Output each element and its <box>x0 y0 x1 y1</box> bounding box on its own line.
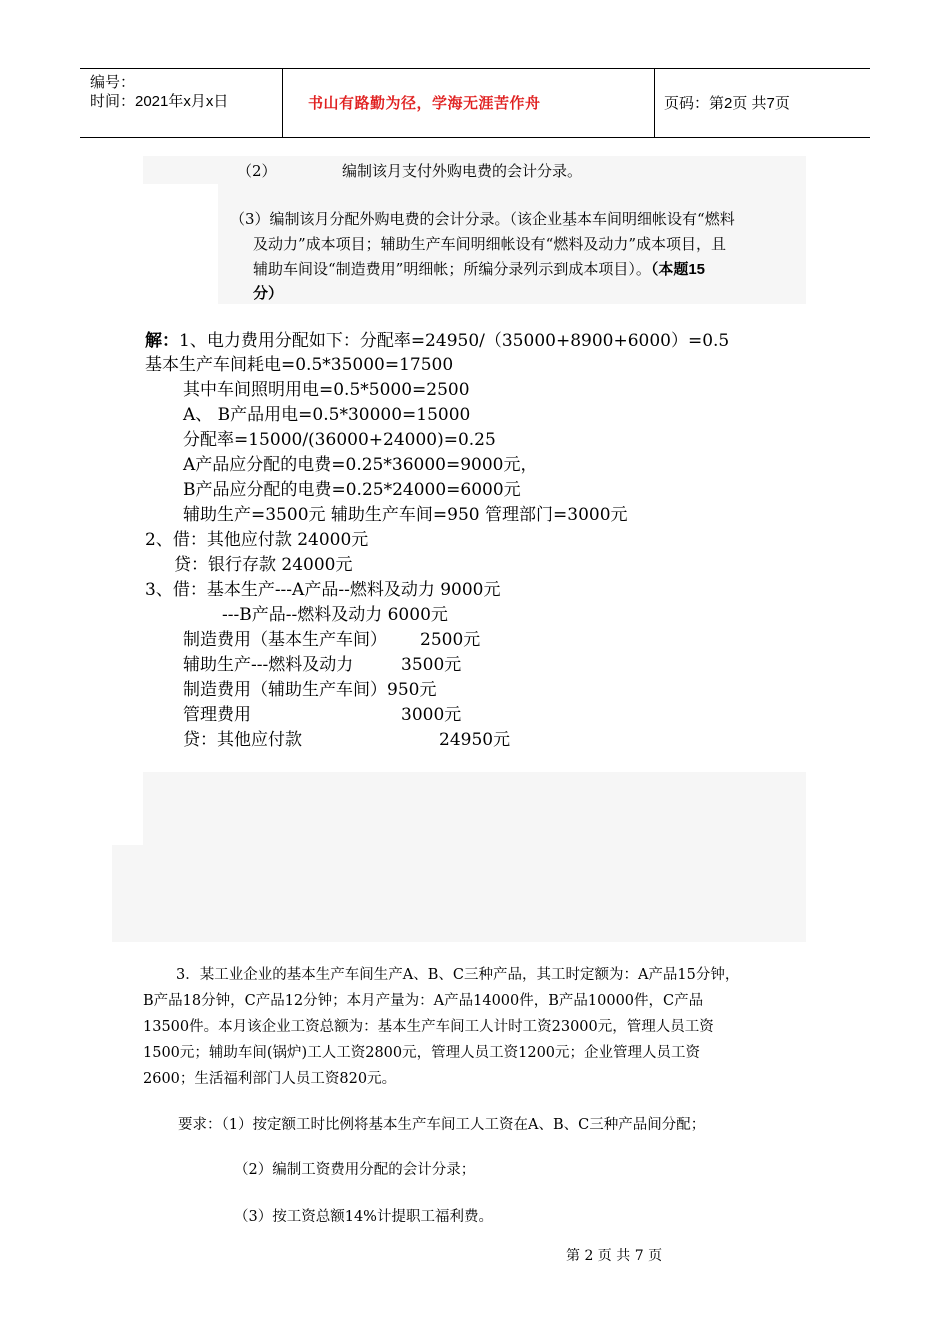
solution-line: 辅助生产=3500元 辅助生产车间=950 管理部门=3000元 <box>183 505 628 525</box>
header-divider <box>282 69 283 137</box>
score-note: （本题15 <box>650 261 706 278</box>
journal-entry-line: 2、借：其他应付款 24000元 <box>145 530 369 550</box>
journal-entry-line: 贷：银行存款 24000元 <box>174 555 353 575</box>
journal-entry-amount: 3500元 <box>401 655 462 675</box>
solution-line: 基本生产车间耗电=0.5*35000=17500 <box>145 355 454 375</box>
question-item-number: （2） <box>237 162 277 180</box>
solution-line: 其中车间照明用电=0.5*5000=2500 <box>183 380 470 400</box>
header-time: 时间：2021年x月x日 <box>90 93 229 110</box>
requirement-line: （2）编制工资费用分配的会计分录； <box>234 1162 476 1178</box>
journal-entry-account: 管理费用 <box>183 705 251 725</box>
solution-line: 分配率=15000/(36000+24000)=0.25 <box>183 430 496 450</box>
journal-entry-account: 制造费用（辅助生产车间）950元 <box>183 680 437 700</box>
solution-line: A、 B产品用电=0.5*30000=15000 <box>183 405 471 425</box>
question-item-text: 编制该月支付外购电费的会计分录。 <box>342 162 583 180</box>
requirement-line: （3）按工资总额14%计提职工福利费。 <box>234 1209 493 1225</box>
journal-entry-account: 辅助生产---燃料及动力 <box>183 655 354 675</box>
score-note: 分） <box>253 285 284 302</box>
journal-entry-amount: 24950元 <box>439 730 511 750</box>
journal-entry-account: 制造费用（基本生产车间） <box>183 630 387 650</box>
question3-line: B产品18分钟，C产品12分钟；本月产量为：A产品14000件，B产品10000件，C产品 <box>143 993 704 1009</box>
question-item-line: （3）编制该月分配外购电费的会计分录。（该企业基本车间明细帐设有“燃料 <box>230 210 735 228</box>
question-item-line <box>253 256 705 283</box>
page-header <box>80 68 870 138</box>
journal-entry-line: ---B产品--燃料及动力 6000元 <box>222 605 448 625</box>
header-divider <box>654 69 655 137</box>
question-item-line: 及动力”成本项目；辅助生产车间明细帐设有“燃料及动力”成本项目，且 <box>253 235 727 253</box>
question-item-text: 辅助车间设“制造费用”明细帐；所编分录列示到成本项目）。 <box>253 260 651 278</box>
solution-line: A产品应分配的电费=0.25*36000=9000元， <box>183 455 538 475</box>
question3-line: 2600；生活福利部门人员工资820元。 <box>143 1071 397 1087</box>
solution-line <box>145 328 729 354</box>
journal-entry-amount: 2500元 <box>420 630 481 650</box>
question3-line: 1500元；辅助车间(锅炉)工人工资2800元，管理人员工资1200元；企业管理人员工资 <box>143 1045 701 1061</box>
journal-entry-account: 贷：其他应付款 <box>183 730 302 750</box>
question3-line: 3．某工业企业的基本生产车间生产A、B、C三种产品，其工时定额为：A产品15分钟， <box>176 967 740 983</box>
solution-line: B产品应分配的电费=0.25*24000=6000元 <box>183 480 521 500</box>
journal-entry-amount: 3000元 <box>401 705 462 725</box>
solution-label: 解： <box>145 331 179 350</box>
journal-entry-line: 3、借：基本生产---A产品--燃料及动力 9000元 <box>145 580 501 600</box>
shaded-band <box>112 845 152 942</box>
header-motto: 书山有路勤为径，学海无涯苦作舟 <box>308 95 541 112</box>
header-number: 编号： <box>90 74 136 91</box>
question3-line: 13500件。本月该企业工资总额为：基本生产车间工人计时工资23000元，管理人员工资 <box>143 1019 714 1035</box>
shaded-band <box>143 772 806 942</box>
page-footer: 第 2 页 共 7 页 <box>566 1248 663 1264</box>
solution-text: 1、电力费用分配如下：分配率=24950/（35000+8900+6000）=0.5 <box>179 331 730 351</box>
header-page: 页码：第2页 共7页 <box>664 95 790 112</box>
requirement-line: 要求：（1）按定额工时比例将基本生产车间工人工资在A、B、C三种产品间分配； <box>178 1117 706 1133</box>
